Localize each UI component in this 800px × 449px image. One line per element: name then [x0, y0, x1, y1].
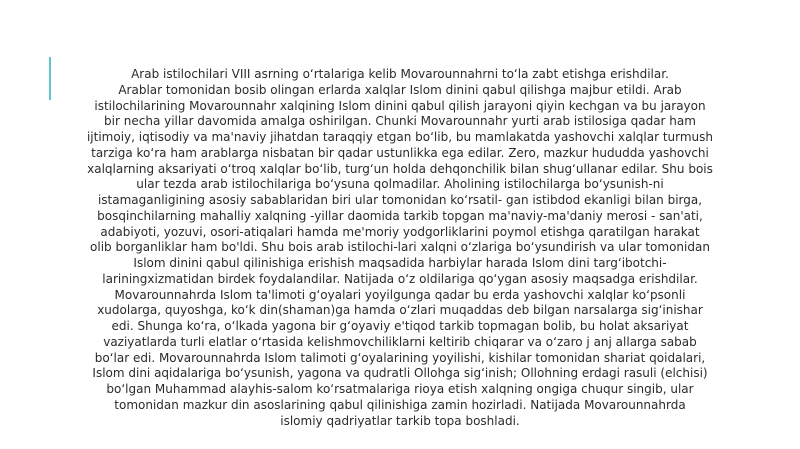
- text-line: istilochilarining Movarounnahr xalqining Islom dinini qabul qilish jarayoni qiyin kechgan va bu jarayon: [94, 98, 706, 113]
- text-line: tomonidan mazkur din asoslarining qabul qilinishiga zamin hozirladi. Natijada Movarounnahrda: [114, 397, 686, 412]
- text-line: ular tezda arab istilochilariga bo‘ysuna qolmadilar. Aholining istilochilarga bo‘ysunish-ni: [136, 177, 664, 192]
- text-line: edi. Shunga ko‘ra, o‘lkada yagona bir g‘oyaviy e'tiqod tarkib topmagan bolib, bu holat aksariyat: [111, 319, 689, 333]
- text-line: olib borganliklar ham bo'ldi. Shu bois arab istilochi-lari xalqni o‘zlariga bo‘ysundirish va ular tomonidan: [90, 240, 710, 255]
- text-line: tarziga ko‘ra ham arablarga nisbatan bir qadar ustunlikka ega edilar. Zero, mazkur hududda yashovchi: [91, 145, 709, 160]
- text-line: xalqlarning aksariyati o‘troq xalqlar bo‘lib, turg‘un holda dehqonchilik bilan shug‘ullanar edilar. Shu bois: [87, 161, 713, 176]
- text-line: adabiyoti, yozuvi, osori-atiqalari hamda me'moriy yodgorliklarini poymol etishga qaratilgan harakat: [100, 224, 700, 239]
- text-line: bo‘lar edi. Movarounnahrda Islom talimoti g‘oyalarining yoyilishi, kishilar tomonidan shariat qoidalari,: [94, 350, 706, 365]
- text-line: Arablar tomonidan bosib olingan erlarda xalqlar Islom dinini qabul qilishga majbur etildi. Arab: [118, 82, 682, 97]
- text-line: bosqinchilarning mahalliy xalqning -yillar daomida tarkib topgan ma'naviy-ma'daniy merosi - san'ati,: [97, 208, 703, 223]
- text-line: bir necha yillar davomida amalga oshirilgan. Chunki Movarounnahr yurti arab istilosiga qadar ham: [104, 114, 696, 129]
- text-line: Arab istilochilari VIII asrning o‘rtalariga kelib Movarounnahrni to‘la zabt etishga erishdilar.: [131, 67, 669, 81]
- text-line: xudolarga, quyoshga, ko‘k din(shaman)ga hamda o‘zlari muqaddas deb bilgan narsalarga sig‘inishar: [97, 303, 703, 318]
- text-line: istamaganligining asosiy sabablaridan biri ular tomonidan ko‘rsatil- gan istibdod ekanligi bilan birga,: [97, 193, 703, 207]
- text-line: vaziyatlarda turli elatlar o‘rtasida kelishmovchiliklarni keltirib chiqarar va o‘zaro j anj allarga sabab: [103, 334, 697, 349]
- text-line: islomiy qadriyatlar tarkib topa boshladi.: [280, 413, 520, 428]
- text-line: Movarounnahrda Islom ta'limoti g‘oyalari yoyilgunga qadar bu erda yashovchi xalqlar ko‘psonli: [114, 287, 686, 302]
- body-text: [40, 67, 760, 429]
- text-line: ijtimoiy, iqtisodiy va ma'naviy jihatdan taraqqiy etgan bo‘lib, bu mamlakatda yashovchi xalqlar turmush: [86, 130, 714, 144]
- text-line: Islom dinini qabul qilinishiga erishish maqsadida harbiylar harada Islom dini targ‘ibotchi-: [133, 256, 667, 270]
- text-line: Islom dini aqidalariga bo‘ysunish, yagona va qudratli Ollohga sig‘inish; Ollohning erdagi rasuli (elchisi): [92, 366, 708, 381]
- text-line: bo‘lgan Muhammad alayhis-salom ko‘rsatmalariga rioya etish xalqning ongiga chuqur singib, ular: [106, 382, 694, 396]
- text-line: lariningxizmatidan birdek foydalandilar. Natijada o‘z oldilariga qo‘ygan asosiy maqsadga erishdilar.: [102, 271, 698, 286]
